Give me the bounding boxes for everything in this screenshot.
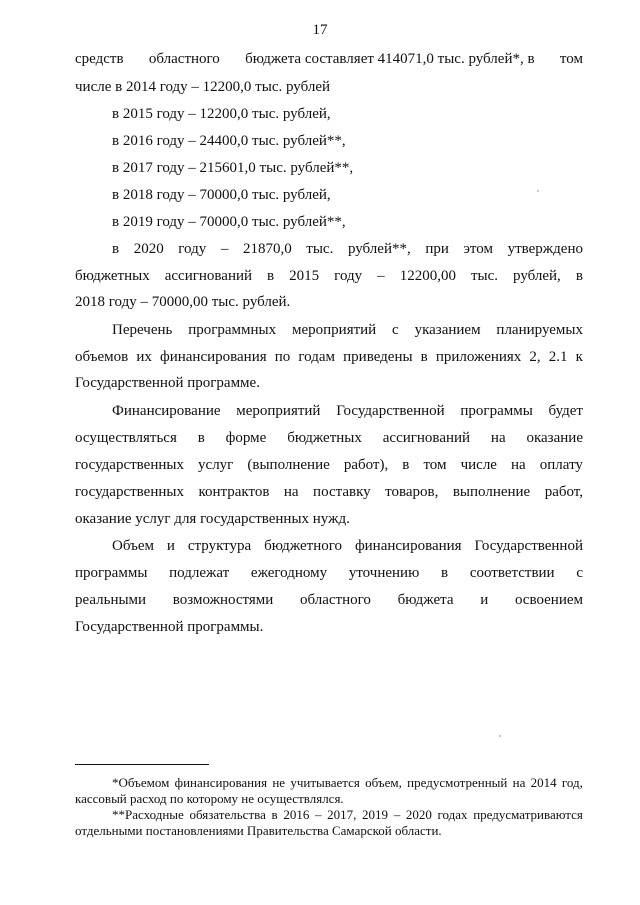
footnote-line — [112, 775, 583, 791]
word: Финансирование — [112, 403, 221, 419]
word: 2019 — [362, 807, 389, 822]
word: в — [112, 241, 120, 257]
word: контрактов — [198, 484, 270, 500]
word: том — [559, 51, 583, 67]
body-line: в 2019 году – 70000,0 тыс. рублей**, — [112, 214, 346, 230]
word: при — [425, 241, 449, 257]
word: программы — [75, 565, 148, 581]
word: в — [271, 807, 278, 822]
word: 2014 — [530, 775, 557, 790]
word: приведены — [343, 349, 413, 365]
body-line — [75, 347, 583, 367]
word: возможностями — [172, 592, 274, 608]
word: государственных — [75, 484, 184, 500]
word: бюджетного — [264, 538, 343, 554]
word: уточнению — [348, 565, 420, 581]
word: и — [166, 538, 175, 554]
body-line — [112, 401, 583, 421]
word: Объем — [112, 538, 154, 554]
word: с — [576, 565, 583, 581]
word: государственных — [75, 457, 184, 473]
word: (выполнение — [247, 457, 330, 473]
word: средств — [75, 51, 124, 67]
word: рублей**, — [347, 241, 411, 257]
body-line — [75, 49, 583, 69]
word: реальными — [75, 592, 147, 608]
word: областного — [148, 51, 220, 67]
body-line: в 2018 году – 70000,0 тыс. рублей, — [112, 187, 331, 203]
body-line — [112, 536, 583, 556]
word: в — [197, 430, 205, 446]
body-line — [75, 455, 583, 475]
body-line: в 2017 году – 215601,0 тыс. рублей**, — [112, 160, 354, 176]
word: Государственной — [474, 538, 583, 554]
word: бюджета — [397, 592, 454, 608]
word: – — [314, 807, 322, 822]
word: – — [377, 268, 385, 284]
word: 12200,00 — [399, 268, 456, 284]
word: 2020 — [133, 241, 164, 257]
word: к — [575, 349, 583, 365]
word: соответствии — [469, 565, 555, 581]
body-line: в 2016 году – 24400,0 тыс. рублей**, — [112, 133, 346, 149]
word: в — [441, 565, 449, 581]
word: не — [272, 775, 286, 790]
word: обязательства — [189, 807, 266, 822]
word: форме — [225, 430, 267, 446]
word: осуществляться — [75, 430, 177, 446]
word: 2016 — [283, 807, 310, 822]
word: будет — [548, 403, 583, 419]
word: 2015 — [289, 268, 320, 284]
word: год, — [561, 775, 583, 790]
word: Перечень — [112, 322, 173, 338]
word: годах — [437, 807, 468, 822]
word: товаров, — [385, 484, 439, 500]
word: в — [420, 349, 428, 365]
word: бюджета составляет 414071,0 тыс. рублей*, в — [245, 51, 535, 67]
word: в — [402, 457, 410, 473]
word: рублей, — [513, 268, 561, 284]
word: 2020 — [405, 807, 432, 822]
word: *Объемом — [112, 775, 170, 790]
word: оплату — [539, 457, 583, 473]
word: году — [334, 268, 363, 284]
word: бюджетных — [75, 268, 150, 284]
body-line: в 2015 году – 12200,0 тыс. рублей, — [112, 106, 331, 122]
word: в — [575, 268, 583, 284]
word: и — [480, 592, 489, 608]
word: 21870,0 — [242, 241, 292, 257]
word: году — [178, 241, 207, 257]
word: структура — [187, 538, 252, 554]
word: этом — [463, 241, 493, 257]
word: на — [512, 775, 526, 790]
body-line — [112, 239, 583, 259]
footnote-line — [112, 807, 583, 823]
body-line: 2018 году – 70000,00 тыс. рублей. — [75, 294, 291, 310]
word: 2, — [529, 349, 541, 365]
footnote-separator — [75, 764, 209, 765]
word: мероприятий — [236, 403, 321, 419]
word: финансирования — [354, 538, 462, 554]
body-line — [75, 266, 583, 286]
word: объем, — [365, 775, 402, 790]
word: услуг — [198, 457, 234, 473]
footnote-line: кассовый расход по которому не осуществлялся. — [75, 791, 344, 806]
body-line: Государственной программы. — [75, 619, 264, 635]
word: планируемых — [496, 322, 583, 338]
word: оказание — [526, 430, 583, 446]
body-line — [75, 428, 583, 448]
body-line — [75, 590, 583, 610]
word: том — [423, 457, 447, 473]
word: по — [274, 349, 291, 365]
word: **Расходные — [112, 807, 184, 822]
word: ассигнований — [164, 268, 253, 284]
word: выполнение — [452, 484, 531, 500]
word: учитывается — [290, 775, 360, 790]
word: ежегодному — [250, 565, 328, 581]
word: программы — [460, 403, 533, 419]
word: тыс. — [306, 241, 334, 257]
word: годам — [298, 349, 336, 365]
word: на — [283, 484, 299, 500]
word: программных — [188, 322, 277, 338]
word: тыс. — [470, 268, 498, 284]
word: работ, — [544, 484, 583, 500]
body-line — [75, 563, 583, 583]
scan-speck — [499, 735, 501, 737]
word: мероприятий — [291, 322, 377, 338]
word: Государственной — [336, 403, 445, 419]
body-line — [75, 482, 583, 502]
word: их — [136, 349, 152, 365]
word: с — [392, 322, 399, 338]
body-line: Государственной программе. — [75, 375, 260, 391]
word: 2017, — [327, 807, 357, 822]
scan-speck — [537, 190, 539, 192]
word: предусматриваются — [473, 807, 583, 822]
word: утверждено — [507, 241, 583, 257]
footnote-line: отдельными постановлениями Правительства Самарской области. — [75, 823, 442, 838]
word: областного — [299, 592, 371, 608]
word: финансирования — [174, 775, 268, 790]
word: 2.1 — [548, 349, 568, 365]
word: числе — [460, 457, 497, 473]
word: указанием — [414, 322, 481, 338]
word: на — [490, 430, 506, 446]
word: в — [267, 268, 275, 284]
body-line — [112, 320, 583, 340]
word: работ), — [343, 457, 389, 473]
word: предусмотренный — [407, 775, 508, 790]
word: приложениях — [435, 349, 522, 365]
word: финансирования — [160, 349, 267, 365]
word: ассигнований — [382, 430, 471, 446]
page-number: 17 — [312, 22, 328, 38]
word: на — [511, 457, 526, 473]
word: поставку — [313, 484, 371, 500]
word: – — [393, 807, 401, 822]
word: освоением — [514, 592, 583, 608]
word: объемов — [75, 349, 129, 365]
word: – — [220, 241, 229, 257]
word: подлежат — [169, 565, 230, 581]
body-line: оказание услуг для государственных нужд. — [75, 511, 350, 527]
body-line: числе в 2014 году – 12200,0 тыс. рублей — [75, 79, 331, 95]
word: бюджетных — [287, 430, 362, 446]
